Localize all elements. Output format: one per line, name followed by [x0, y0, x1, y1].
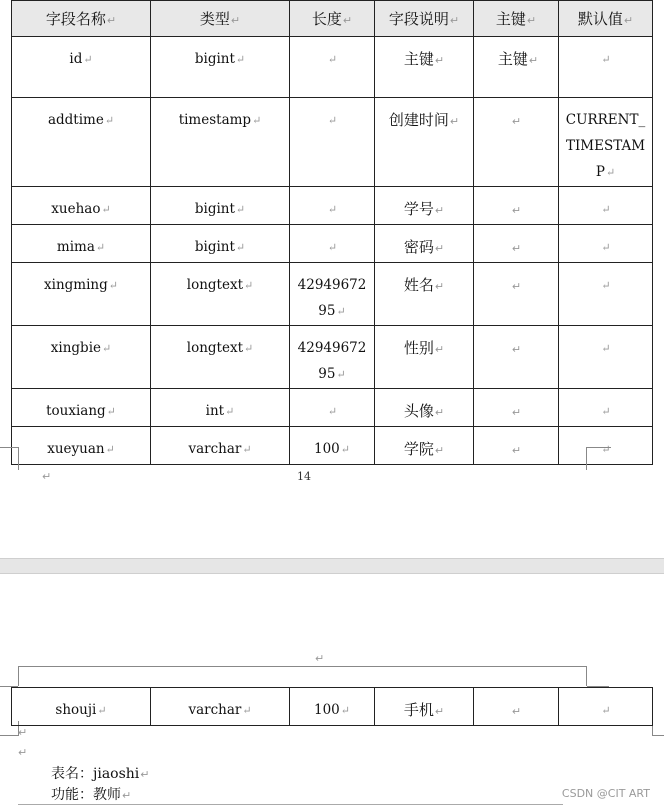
description-cell-text: 性别: [403, 339, 434, 357]
default-cell: ↵: [559, 37, 653, 98]
length-cell-text: 4294967295: [297, 340, 367, 382]
length-cell: ↵: [290, 225, 375, 263]
type-cell-text: bigint: [194, 51, 235, 67]
header-paragraph-mark: ↵: [315, 652, 325, 665]
type-cell: int↵: [151, 389, 290, 427]
table-name-label: 表名：: [51, 766, 93, 782]
description-cell: 学院↵: [375, 427, 474, 465]
type-cell-text: bigint: [194, 239, 235, 255]
table-row: [12, 389, 653, 427]
header-area-outline: [18, 666, 587, 686]
length-cell: ↵: [290, 37, 375, 98]
field-name-cell: xueyuan↵: [12, 427, 151, 465]
next-table-top-border: [18, 804, 563, 805]
length-cell: ↵: [290, 98, 375, 187]
table-name-value: jiaoshi: [93, 766, 140, 782]
primary-key-cell: ↵: [474, 389, 559, 427]
paragraph-mark-2: ↵: [18, 746, 28, 759]
field-name-cell: id↵: [12, 37, 151, 98]
table-row: [12, 326, 653, 389]
primary-key-cell: 主键↵: [474, 37, 559, 98]
table-name-line: 表名：jiaoshi↵: [51, 766, 150, 782]
crop-mark-left: [0, 447, 19, 470]
default-cell: CURRENT_TIMESTAMP↵: [559, 98, 653, 187]
table-row: [12, 688, 653, 726]
description-cell: 姓名↵: [375, 263, 474, 326]
document-page-15: [0, 574, 664, 808]
primary-key-cell: ↵: [474, 98, 559, 187]
crop-mark-right-lower: [652, 721, 664, 736]
description-cell: 性别↵: [375, 326, 474, 389]
header-primary-key: 主键↵: [474, 1, 559, 37]
field-name-cell-text: xueyuan: [47, 441, 105, 457]
description-cell: 创建时间↵: [375, 98, 474, 187]
field-name-cell: touxiang↵: [12, 389, 151, 427]
type-cell-text: longtext: [186, 277, 244, 293]
page-separator: [0, 558, 664, 574]
description-cell: 主键↵: [375, 37, 474, 98]
primary-key-cell: ↵: [474, 688, 559, 726]
table-row: [12, 98, 653, 187]
description-cell-text: 主键: [403, 50, 434, 68]
primary-key-cell: ↵: [474, 326, 559, 389]
type-cell-text: varchar: [188, 702, 242, 718]
type-cell: bigint↵: [151, 225, 290, 263]
length-cell: 100↵: [290, 688, 375, 726]
paragraph-mark: ↵: [42, 470, 52, 483]
table-function-value: 教师: [93, 787, 121, 803]
type-cell: longtext↵: [151, 326, 290, 389]
length-cell: 100↵: [290, 427, 375, 465]
header-field-name: 字段名称↵: [12, 1, 151, 37]
length-cell: 4294967295↵: [290, 326, 375, 389]
default-cell: ↵: [559, 187, 653, 225]
header-type: 类型↵: [151, 1, 290, 37]
default-cell-text: CURRENT_TIMESTAMP: [565, 112, 646, 180]
description-cell: 头像↵: [375, 389, 474, 427]
length-cell: ↵: [290, 389, 375, 427]
type-cell: varchar↵: [151, 427, 290, 465]
description-cell-text: 学院: [403, 440, 434, 458]
default-cell: ↵: [559, 263, 653, 326]
field-name-cell: xingming↵: [12, 263, 151, 326]
length-cell-text: 100: [314, 702, 340, 718]
length-cell-text: 4294967295: [297, 277, 367, 319]
type-cell-text: bigint: [194, 201, 235, 217]
default-cell: ↵: [559, 326, 653, 389]
primary-key-cell: ↵: [474, 225, 559, 263]
type-cell: bigint↵: [151, 187, 290, 225]
header-default: 默认值↵: [559, 1, 653, 37]
default-cell: ↵: [559, 389, 653, 427]
primary-key-cell: ↵: [474, 263, 559, 326]
primary-key-cell: ↵: [474, 427, 559, 465]
field-name-cell-text: touxiang: [46, 403, 106, 419]
table-row: [12, 427, 653, 465]
length-cell: 4294967295↵: [290, 263, 375, 326]
table-function-label: 功能：: [51, 787, 93, 803]
description-cell-text: 手机: [403, 701, 434, 719]
field-name-cell: xuehao↵: [12, 187, 151, 225]
description-cell-text: 密码: [403, 238, 434, 256]
description-cell-text: 创建时间: [388, 111, 449, 129]
description-cell: 手机↵: [375, 688, 474, 726]
type-cell: bigint↵: [151, 37, 290, 98]
field-name-cell-text: xuehao: [51, 201, 101, 217]
type-cell-text: longtext: [186, 340, 244, 356]
length-cell-text: 100: [314, 441, 340, 457]
length-cell: ↵: [290, 187, 375, 225]
description-cell: 学号↵: [375, 187, 474, 225]
field-name-cell-text: xingbie: [50, 340, 101, 356]
type-cell-text: varchar: [188, 441, 242, 457]
watermark: CSDN @CIT ART: [561, 787, 650, 800]
field-name-cell: shouji↵: [12, 688, 151, 726]
type-cell: timestamp↵: [151, 98, 290, 187]
field-table: [11, 0, 653, 465]
header-description: 字段说明↵: [375, 1, 474, 37]
default-cell: ↵: [559, 427, 653, 465]
type-cell: varchar↵: [151, 688, 290, 726]
table-header-row: [12, 1, 653, 37]
crop-mark-left-vertical: [18, 447, 20, 469]
description-cell-text: 头像: [403, 402, 434, 420]
type-cell-text: timestamp: [178, 112, 252, 128]
default-cell: ↵: [559, 225, 653, 263]
field-name-cell-text: shouji: [55, 702, 97, 718]
field-name-cell-text: addtime: [47, 112, 104, 128]
type-cell-text: int: [205, 403, 225, 419]
field-table-continued: [11, 687, 653, 726]
primary-key-cell: ↵: [474, 187, 559, 225]
field-name-cell: xingbie↵: [12, 326, 151, 389]
primary-key-cell-text: 主键: [497, 50, 528, 68]
header-length: 长度↵: [290, 1, 375, 37]
crop-mark-right: [586, 447, 611, 470]
field-name-cell: mima↵: [12, 225, 151, 263]
type-cell: longtext↵: [151, 263, 290, 326]
table-function-line: 功能：教师↵: [51, 787, 132, 803]
field-name-cell-text: mima: [56, 239, 95, 255]
description-cell-text: 姓名: [403, 276, 434, 294]
table-row: [12, 187, 653, 225]
field-name-cell: addtime↵: [12, 98, 151, 187]
page-number: 14: [297, 470, 311, 483]
field-name-cell-text: id: [69, 51, 83, 67]
description-cell-text: 学号: [403, 200, 434, 218]
default-cell: ↵: [559, 688, 653, 726]
field-name-cell-text: xingming: [44, 277, 108, 293]
table-row: [12, 225, 653, 263]
paragraph-mark-1: ↵: [18, 726, 28, 739]
description-cell: 密码↵: [375, 225, 474, 263]
table-row: [12, 263, 653, 326]
table-row: [12, 37, 653, 98]
